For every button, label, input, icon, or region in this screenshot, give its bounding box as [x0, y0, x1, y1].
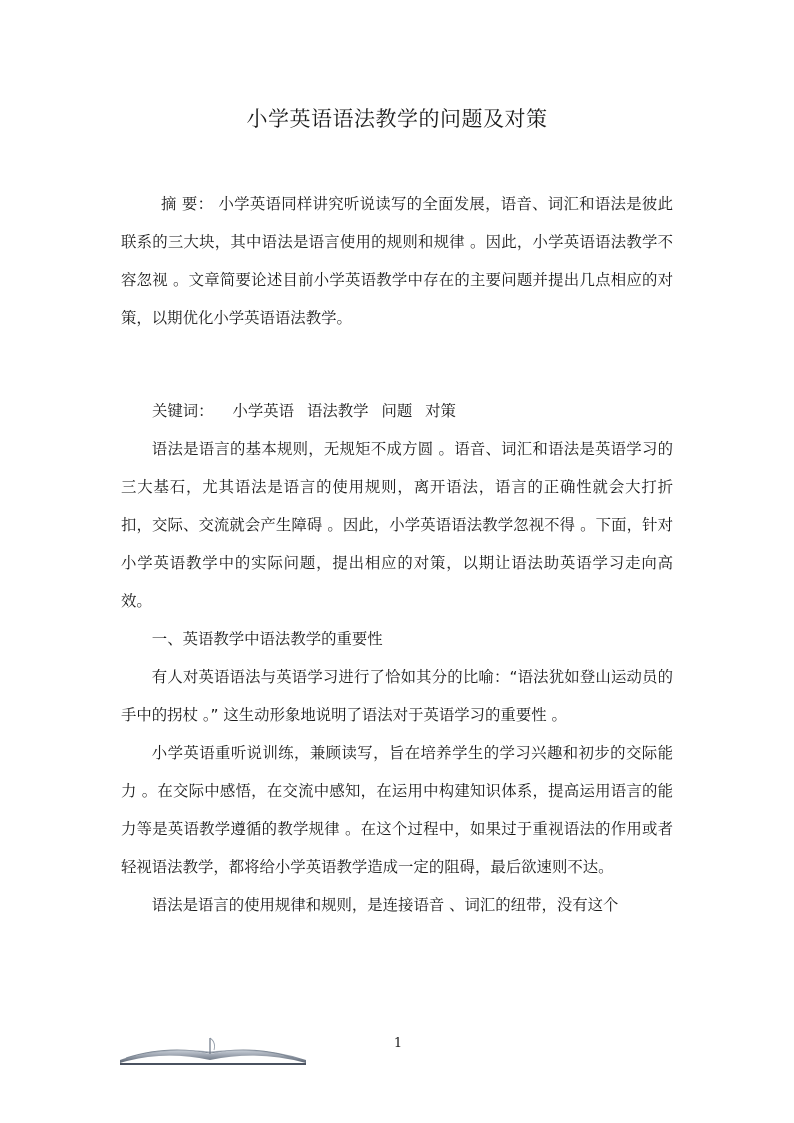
- document-title: 小学英语语法教学的问题及对策: [246, 107, 548, 131]
- keyword-item: 问题: [381, 402, 413, 420]
- keywords-label: 关键词：: [152, 402, 214, 420]
- keyword-item: 小学英语: [232, 402, 295, 420]
- keywords-section: [121, 392, 673, 430]
- body-paragraph: 小学英语重听说训练，兼顾读写，旨在培养学生的学习兴趣和初步的交际能力 。在交际中感悟，在交流中感知，在运用中构建知识体系，提高运用语言的能力等是英语教学遵循的教学规律 。在这个过程中，如果过于重视语法的作用或者轻视语法教学，都将给小学英语教学造成一定的阻碍，最后欲速则不达。: [121, 744, 673, 876]
- section-heading: 一、英语教学中语法教学的重要性: [151, 630, 383, 648]
- body-paragraph: 语法是语言的使用规律和规则，是连接语音 、词汇的纽带，没有这个: [151, 896, 619, 914]
- page-number: 1: [393, 1036, 403, 1051]
- keyword-item: 语法教学: [306, 402, 369, 420]
- body-paragraph: 语法是语言的基本规则，无规矩不成方圆 。语音、词汇和语法是英语学习的三大基石，尤其语法是语言的使用规则，离开语法，语言的正确性就会大打折扣，交际、交流就会产生障碍 。因此，小学英语语法教学忽视不得 。下面，针对小学英语教学中的实际问题，提出相应的对策，以期让语法助英语学习走向高效。: [121, 440, 673, 610]
- abstract-paragraph: 摘 要： 小学英语同样讲究听说读写的全面发展，语音、词汇和语法是彼此联系的三大块，其中语法是语言使用的规则和规律 。因此，小学英语语法教学不容忽视 。文章简要论述目前小学英语教学中存在的主要问题并提出几点相应的对策，以期优化小学英语语法教学。: [121, 195, 673, 327]
- keyword-item: 对策: [425, 402, 456, 420]
- keywords-line: [121, 392, 673, 430]
- body-paragraph: 有人对英语语法与英语学习进行了恰如其分的比喻：“语法犹如登山运动员的手中的拐杖 。” 这生动形象地说明了语法对于英语学习的重要性 。: [121, 668, 673, 724]
- body-content: [121, 430, 673, 924]
- open-book-icon: [118, 1030, 308, 1066]
- abstract-section: [121, 185, 673, 337]
